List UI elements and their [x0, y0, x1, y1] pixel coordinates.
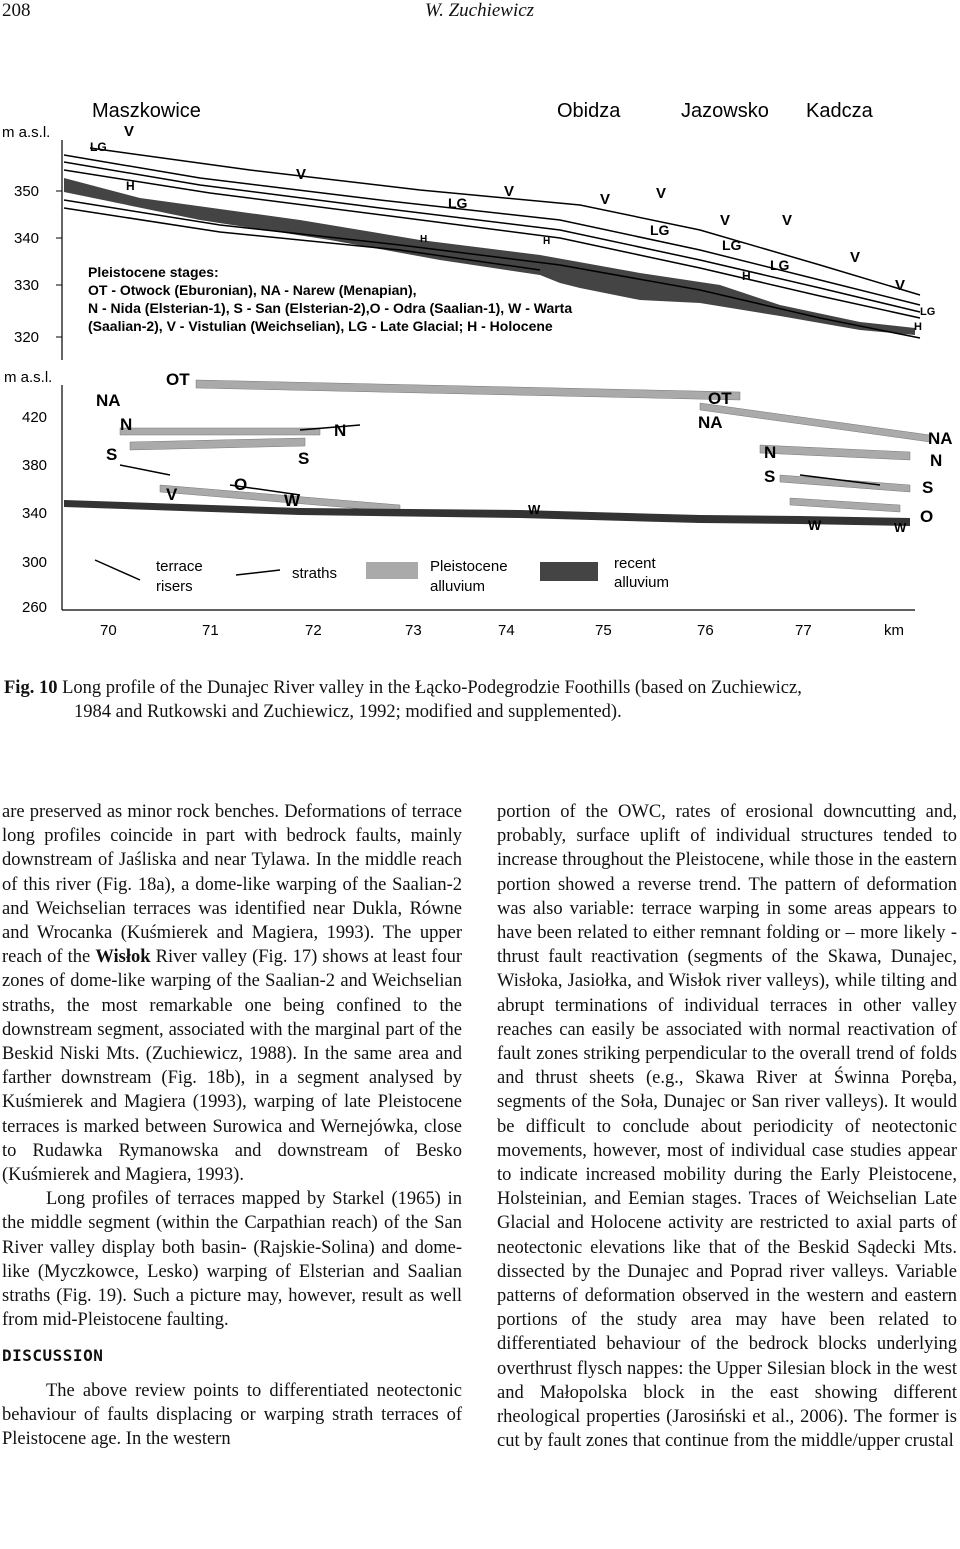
- svg-text:71: 71: [202, 622, 219, 639]
- svg-text:V: V: [504, 183, 515, 200]
- svg-text:76: 76: [697, 622, 714, 639]
- caption-line-2: 1984 and Rutkowski and Zuchiewicz, 1992; modified and supplemented).: [74, 702, 622, 722]
- svg-text:alluvium: alluvium: [430, 578, 486, 595]
- svg-text:V: V: [895, 277, 906, 294]
- svg-text:W: W: [528, 502, 541, 517]
- svg-text:N: N: [334, 421, 347, 440]
- svg-text:S: S: [106, 445, 118, 464]
- svg-text:terrace: terrace: [156, 558, 203, 575]
- caption-label: Fig. 10: [4, 678, 58, 698]
- svg-text:W: W: [808, 517, 822, 533]
- svg-text:V: V: [600, 191, 611, 208]
- place-obidza: Obidza: [557, 100, 621, 122]
- top-tick-340: 340: [14, 230, 40, 247]
- bottom-axis-label: m a.s.l.: [4, 369, 53, 386]
- top-tick-330: 330: [14, 277, 40, 294]
- svg-text:NA: NA: [698, 413, 723, 432]
- caption-line-1: Long profile of the Dunajec River valley in the Łącko-Podegrodzie Foothills (based on Zuchiewicz,: [62, 678, 802, 698]
- svg-text:H: H: [126, 179, 135, 193]
- svg-text:recent: recent: [614, 555, 656, 572]
- top-tick-320: 320: [14, 329, 40, 346]
- top-axis-label: m a.s.l.: [2, 124, 51, 141]
- svg-text:LG: LG: [770, 257, 790, 273]
- svg-text:340: 340: [22, 505, 48, 522]
- svg-text:O: O: [234, 475, 248, 494]
- svg-text:300: 300: [22, 554, 48, 571]
- figure-caption: [4, 676, 956, 724]
- svg-text:NA: NA: [96, 391, 121, 410]
- left-paragraph-3: The above review points to differentiated neotectonic behaviour of faults displacing or warping strath terraces of Pleistocene age. In the western: [2, 1380, 462, 1450]
- svg-text:OT - Otwock (Eburonian), NA -: OT - Otwock (Eburonian), NA - Narew (Menapian),: [88, 282, 417, 298]
- svg-text:74: 74: [498, 622, 515, 639]
- svg-text:LG: LG: [722, 237, 742, 253]
- svg-text:N - Nida (Elsterian-1), S - Sa: N - Nida (Elsterian-1), S - San (Elsterian-2),O - Odra (Saalian-1), W - Warta: [88, 300, 573, 316]
- left-column: [2, 800, 462, 1451]
- svg-text:N: N: [120, 415, 133, 434]
- place-maszkowice: Maszkowice: [92, 100, 201, 122]
- svg-text:75: 75: [595, 622, 612, 639]
- svg-text:380: 380: [22, 457, 48, 474]
- svg-text:LG: LG: [650, 222, 670, 238]
- svg-text:W: W: [894, 520, 907, 535]
- svg-text:260: 260: [22, 599, 48, 616]
- svg-text:LG: LG: [920, 306, 936, 318]
- svg-text:W: W: [284, 491, 301, 510]
- svg-text:Pleistocene: Pleistocene: [430, 558, 508, 575]
- place-jazowsko: Jazowsko: [681, 100, 769, 122]
- right-paragraph-1: portion of the OWC, rates of erosional downcutting and, probably, surface uplift of individual structures tended to increase throughout the Pleistocene, while those in the eastern portion showed a reverse trend. The pattern of deformation was also variable: terrace warping in some areas appears to have been related to either remnant folding or – more likely - thrust fault reactivation (segments of the Skawa, Dunajec, Wisłoka, Jasiołka, and Wisłok river valleys), while tilting and abrupt terminations of individual terraces in other valley reaches can easily be associated with normal reactivation of fault zones striking perpendicular to the overall trend of folds and thrust sheets (e.g., Skawa River at Świnna Poręba, segments of the Soła, Dunajec or San river valleys). It would be difficult to conclude about periodicity of neotectonic movements, however, most of individual case studies appear to indicate increased mobility during the Early Pleistocene, Holsteinian, and Eemian stages. Traces of Weichselian Late Glacial and Holocene activity are restricted to axial parts of neotectonic elevations like that of the Beskid Sądecki Mts. dissected by the Dunajec and Poprad river valleys. Variable patterns of deformation observed in the western and eastern portions of the study area may have been related to differentiated behaviour of the bedrock blocks underlying overthrust flysch nappes: the Upper Silesian block in the west and Małopolska block in the east showing different rheological properties (Jarosiński et al., 2006). The former is cut by fault zones that continue from the middle/upper crustal: [497, 802, 957, 1452]
- svg-text:OT: OT: [166, 370, 190, 389]
- bottom-legend: [95, 555, 669, 595]
- top-tick-350: 350: [14, 183, 40, 200]
- svg-text:H: H: [914, 321, 922, 333]
- svg-text:H: H: [420, 234, 428, 245]
- svg-text:S: S: [298, 449, 310, 468]
- svg-text:straths: straths: [292, 565, 338, 582]
- svg-text:LG: LG: [448, 195, 468, 211]
- bottom-panel: [4, 369, 953, 639]
- svg-text:O: O: [920, 507, 934, 526]
- svg-text:V: V: [166, 485, 178, 504]
- svg-text:V: V: [656, 185, 667, 202]
- svg-text:N: N: [930, 451, 943, 470]
- svg-text:NA: NA: [928, 429, 953, 448]
- section-heading-discussion: DISCUSSION: [2, 1346, 104, 1366]
- svg-text:alluvium: alluvium: [614, 574, 670, 591]
- svg-text:N: N: [764, 443, 777, 462]
- svg-text:420: 420: [22, 409, 48, 426]
- left-paragraph-1: are preserved as minor rock benches. Deformations of terrace long profiles coincide in part with bedrock faults, mainly downstream of Jaśliska and near Tylawa. In the middle reach of this river (Fig. 18a), a dome-like warping of the Saalian-2 and Weichselian terraces was identified near Dukla, Równe and Wrocanka (Kuśmierek and Magiera, 1993). The upper reach of the Wisłok River valley (Fig. 17) shows at least four zones of dome-like warping of the Saalian-2 and Weichselian straths, the most remarkable one being confined to the downstream segment, associated with the marginal part of the Beskid Niski Mts. (Zuchiewicz, 1988). In the same area and farther downstream (Fig. 18b), in a segment analysed by Kuśmierek and Magiera (1993), warping of late Pleistocene terraces is marked between Surowica and Wernejówka, close to Rudawka Rymanowska and downstream of Besko (Kuśmierek and Magiera, 1993).: [2, 802, 462, 1186]
- svg-text:72: 72: [305, 622, 322, 639]
- running-header-author: W. Zuchiewicz: [425, 0, 535, 21]
- svg-text:S: S: [922, 478, 934, 497]
- svg-text:risers: risers: [156, 578, 193, 595]
- top-legend: [88, 264, 572, 334]
- svg-text:LG: LG: [90, 140, 107, 154]
- svg-text:H: H: [543, 236, 551, 247]
- svg-text:77: 77: [795, 622, 812, 639]
- place-kadcza: Kadcza: [806, 100, 873, 122]
- svg-text:V: V: [720, 212, 731, 229]
- svg-text:73: 73: [405, 622, 422, 639]
- svg-text:Pleistocene stages:: Pleistocene stages:: [88, 264, 219, 280]
- svg-text:H: H: [742, 269, 751, 283]
- svg-text:V: V: [124, 123, 135, 140]
- svg-text:V: V: [782, 212, 793, 229]
- svg-text:OT: OT: [708, 389, 732, 408]
- svg-text:(Saalian-2), V - Vistulian (We: (Saalian-2), V - Vistulian (Weichselian), LG - Late Glacial; H - Holocene: [88, 318, 553, 334]
- page-number: 208: [2, 0, 31, 21]
- figure-10-long-profile: [0, 90, 960, 650]
- svg-text:V: V: [296, 166, 307, 183]
- right-column: [497, 800, 957, 1453]
- left-paragraph-2: Long profiles of terraces mapped by Starkel (1965) in the middle segment (within the Carpathian reach) of the San River valley display both basin- (Rajskie-Solina) and dome-like (Myczkowce, Lesko) warping of Elsterian and Saalian straths (Fig. 19). Such a picture may, however, result as well from mid-Pleistocene faulting.: [2, 1189, 462, 1331]
- svg-text:S: S: [764, 467, 776, 486]
- svg-text:70: 70: [100, 622, 117, 639]
- svg-text:V: V: [850, 249, 861, 266]
- top-panel: [2, 100, 935, 360]
- svg-text:km: km: [884, 622, 904, 639]
